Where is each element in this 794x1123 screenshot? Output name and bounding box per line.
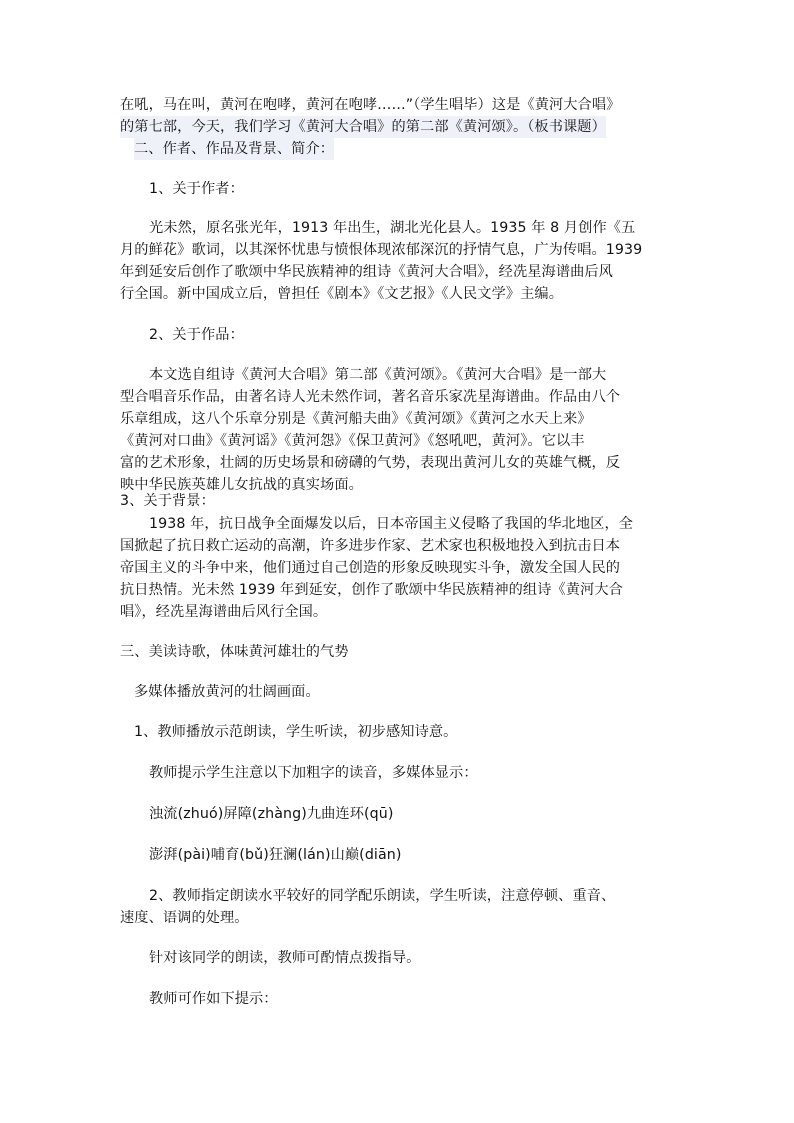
intro-line-1: 在吼，马在叫，黄河在咆哮，黄河在咆哮……”（学生唱毕）这是《黄河大合唱》 (120, 97, 621, 113)
background-line: 抗日热情。光未然 1939 年到延安，创作了歌颂中华民族精神的组诗《黄河大合 (120, 582, 623, 598)
tips-line: 教师可作如下提示： (149, 991, 278, 1007)
author-line: 月的鲜花》歌词，以其深怀忧患与愤恨体现浓郁深沉的抒情气息，广为传唱。1939 (120, 242, 643, 258)
work-heading: 2、关于作品： (149, 327, 244, 343)
hint-line: 教师提示学生注意以下加粗字的读音，多媒体显示： (149, 765, 478, 781)
intro-line-2: 的第七部，今天，我们学习《黄河大合唱》的第二部《黄河颂》。（板书课题） (120, 116, 606, 138)
background-line: 唱》，经冼星海谱曲后风行全国。 (120, 604, 328, 620)
author-line: 光未然，原名张光年，1913 年出生，湖北光化县人。1935 年 8 月创作《五 (149, 220, 636, 236)
work-line: 富的艺术形象，壮阔的历史场景和磅礴的气势，表现出黄河儿女的英雄气概，反 (120, 455, 621, 471)
work-line: 映中华民族英雄儿女抗战的真实场面。 (120, 477, 363, 493)
guide-line: 针对该同学的朗读，教师可酌情点拨指导。 (149, 950, 421, 966)
section-3-heading: 三、美读诗歌，体味黄河雄壮的气势 (120, 644, 349, 660)
work-line: 型合唱音乐作品，由著名诗人光未然作词，著名音乐家冼星海谱曲。作品由八个 (120, 389, 621, 405)
background-line: 1938 年，抗日战争全面爆发以后，日本帝国主义侵略了我国的华北地区，全 (149, 516, 634, 532)
pinyin-line-2: 澎湃(pài)哺育(bǔ)狂澜(lán)山巅(diān) (149, 847, 402, 863)
step-2-line-1: 2、教师指定朗读水平较好的同学配乐朗读，学生听读，注意停顿、重音、 (149, 888, 616, 904)
multimedia-line: 多媒体播放黄河的壮阔画面。 (134, 684, 320, 700)
author-line: 年到延安后创作了歌颂中华民族精神的组诗《黄河大合唱》，经冼星海谱曲后风 (120, 264, 613, 280)
author-heading: 1、关于作者： (149, 181, 244, 197)
pinyin-line-1: 浊流(zhuó)屏障(zhàng)九曲连环(qū) (149, 806, 394, 822)
background-line: 帝国主义的斗争中来，他们通过自己创造的形象反映现实斗争，激发全国人民的 (120, 560, 621, 576)
step-2-line-2: 速度、语调的处理。 (120, 910, 249, 926)
work-line: 本文选自组诗《黄河大合唱》第二部《黄河颂》。《黄河大合唱》是一部大 (149, 367, 607, 383)
work-line: 乐章组成，这八个乐章分别是《黄河船夫曲》《黄河颂》《黄河之水天上来》 (120, 411, 592, 427)
work-line: 《黄河对口曲》《黄河谣》《黄河怨》《保卫黄河》《怒吼吧，黄河》。它以丰 (120, 433, 585, 449)
background-heading: 3、关于背景： (120, 493, 215, 509)
background-line: 国掀起了抗日救亡运动的高潮，许多进步作家、艺术家也积极地投入到抗击日本 (120, 538, 621, 554)
step-1-line: 1、教师播放示范朗读，学生听读，初步感知诗意。 (134, 724, 458, 740)
author-line: 行全国。新中国成立后，曾担任《剧本》《文艺报》《人民文学》主编。 (120, 286, 564, 302)
section-2-heading: 二、作者、作品及背景、简介： (134, 138, 334, 160)
